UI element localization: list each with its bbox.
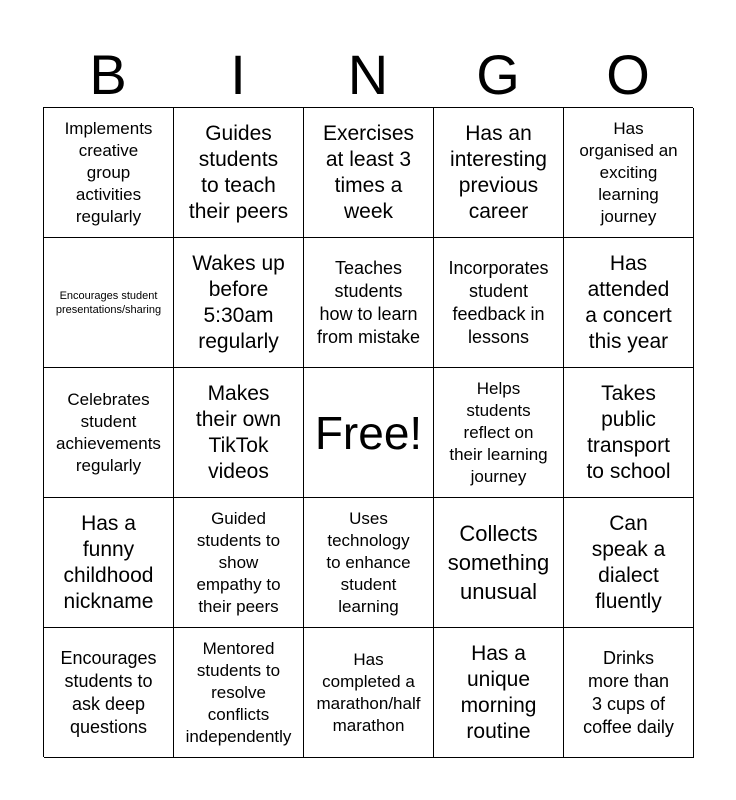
bingo-cell[interactable]	[564, 498, 694, 628]
cell-text: Has attended a concert this year	[585, 251, 672, 353]
bingo-cell[interactable]	[434, 498, 564, 628]
cell-text: Guided students to show empathy to their peers	[196, 508, 281, 616]
cell-text: Encourages student presentations/sharing	[55, 289, 162, 316]
cell-text: Implements creative group activities regularly	[64, 118, 153, 226]
bingo-cell[interactable]	[564, 628, 694, 758]
header-letter-b: B	[89, 43, 127, 106]
header-letter-g: G	[476, 43, 520, 106]
bingo-cell[interactable]	[434, 368, 564, 498]
bingo-cell[interactable]	[434, 238, 564, 368]
cell-text: Makes their own TikTok videos	[195, 381, 282, 483]
free-space-cell[interactable]	[304, 368, 434, 498]
bingo-cell[interactable]	[44, 108, 174, 238]
cell-text: Has a unique morning routine	[460, 641, 537, 743]
cell-text: Can speak a dialect fluently	[591, 511, 666, 613]
header-letter-i: I	[230, 43, 246, 106]
header-letter-n: N	[347, 43, 389, 106]
cell-text: Has completed a marathon/half marathon	[316, 649, 421, 735]
cell-text: Wakes up before 5:30am regularly	[192, 251, 285, 353]
bingo-header	[43, 44, 693, 106]
cell-text: Incorporates student feedback in lessons	[448, 257, 549, 347]
bingo-cell[interactable]	[434, 628, 564, 758]
cell-text: Has an interesting previous career	[450, 121, 547, 223]
bingo-cell[interactable]	[174, 628, 304, 758]
free-space-text: Free!	[314, 406, 423, 459]
bingo-cell[interactable]	[564, 108, 694, 238]
bingo-cell[interactable]	[564, 368, 694, 498]
cell-text: Collects something unusual	[447, 521, 550, 604]
bingo-cell[interactable]	[44, 238, 174, 368]
cell-text: Mentored students to resolve conflicts independently	[185, 638, 292, 746]
cell-text: Exercises at least 3 times a week	[322, 121, 415, 223]
bingo-cell[interactable]	[174, 238, 304, 368]
bingo-cell[interactable]	[174, 368, 304, 498]
header-letter-o: O	[606, 43, 650, 106]
bingo-grid	[43, 107, 693, 757]
cell-text: Encourages students to ask deep questions	[60, 647, 157, 737]
bingo-cell[interactable]	[44, 628, 174, 758]
bingo-cell[interactable]	[434, 108, 564, 238]
bingo-cell[interactable]	[304, 108, 434, 238]
bingo-cell[interactable]	[564, 238, 694, 368]
bingo-cell[interactable]	[44, 368, 174, 498]
bingo-cell[interactable]	[174, 498, 304, 628]
bingo-cell[interactable]	[174, 108, 304, 238]
cell-text: Uses technology to enhance student learning	[326, 508, 411, 616]
cell-text: Takes public transport to school	[586, 381, 671, 483]
cell-text: Has a funny childhood nickname	[63, 511, 154, 613]
bingo-cell[interactable]	[304, 628, 434, 758]
cell-text: Guides students to teach their peers	[188, 121, 289, 223]
cell-text: Teaches students how to learn from mistake	[316, 257, 421, 347]
bingo-cell[interactable]	[304, 498, 434, 628]
bingo-cell[interactable]	[44, 498, 174, 628]
cell-text: Helps students reflect on their learning journey	[449, 378, 548, 486]
cell-text: Celebrates student achievements regularly	[56, 389, 161, 475]
bingo-cell[interactable]	[304, 238, 434, 368]
cell-text: Has organised an exciting learning journey	[579, 118, 678, 226]
cell-text: Drinks more than 3 cups of coffee daily	[583, 647, 674, 737]
